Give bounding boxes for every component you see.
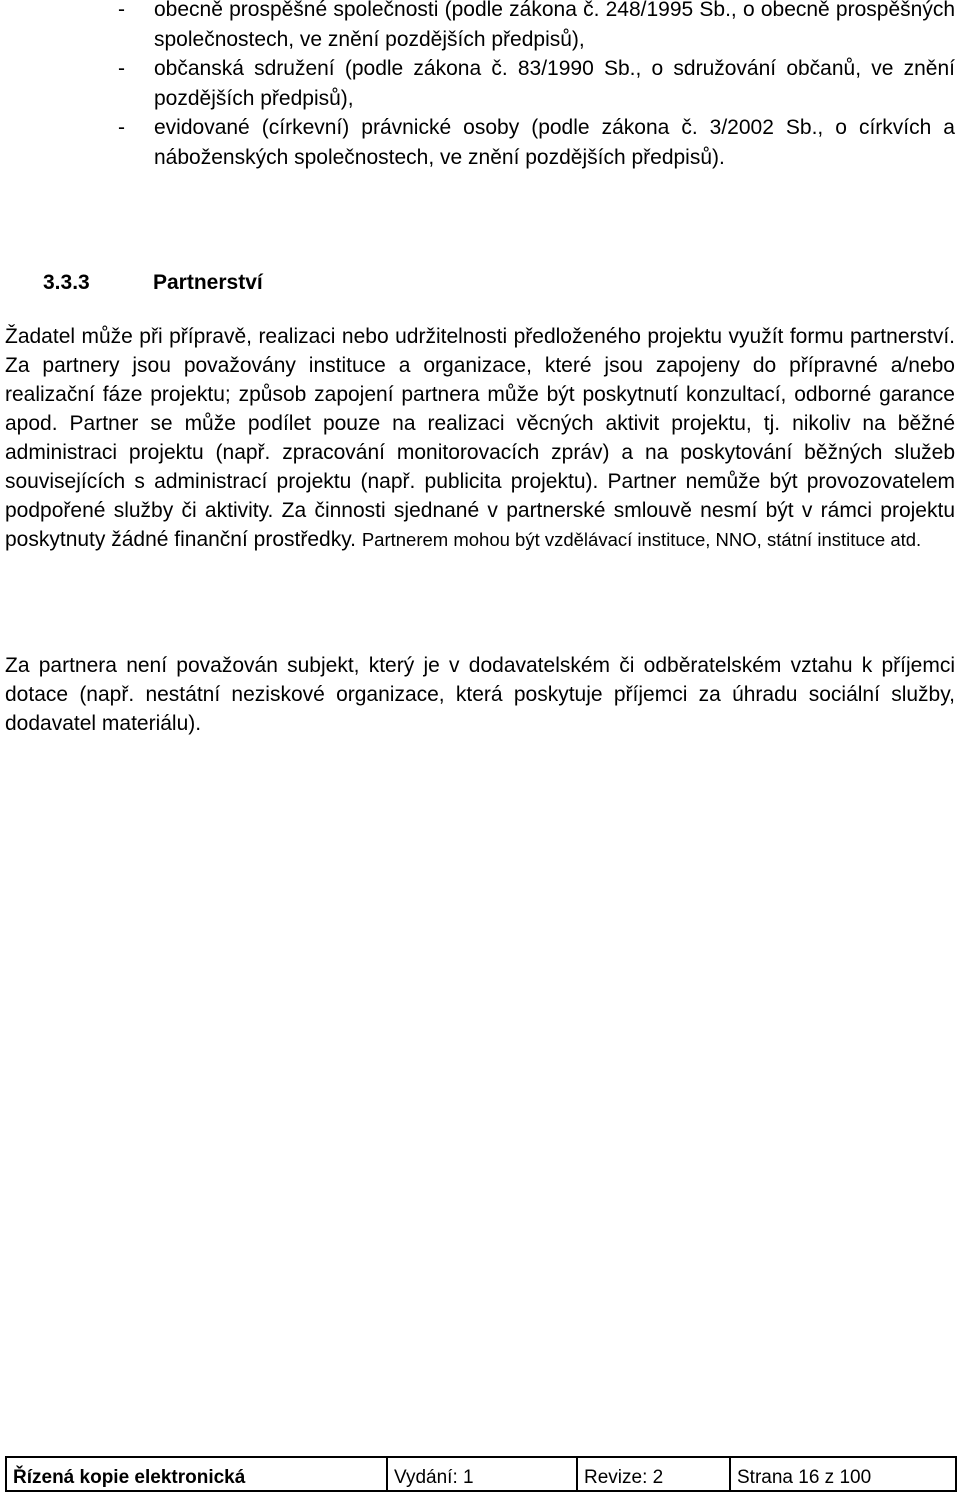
list-item (0, 113, 960, 172)
legal-forms-list (0, 0, 960, 172)
paragraph-not-partner: Za partnera není považován subjekt, který je v dodavatelském či odběratelském vztahu k příjemci dotace (např. nestátní neziskové organizace, která poskytuje příjemci za úhradu sociální služby, dodavatel materiálu). (5, 654, 955, 735)
document-footer (5, 1456, 957, 1492)
list-item-text: občanská sdružení (podle zákona č. 83/1990 Sb., o sdružování občanů, ve znění pozdějších předpisů), (154, 57, 955, 110)
list-dash: - (118, 57, 125, 80)
list-dash: - (118, 116, 125, 139)
paragraph-tail-text: Partnerem mohou být vzdělávací instituce, NNO, státní instituce atd. (361, 529, 922, 550)
paragraph-main-text: Žadatel může při přípravě, realizaci nebo udržitelnosti předloženého projektu využít formu partnerství. Za partnery jsou považovány instituce a organizace, které jsou zapojeny do přípravné a/nebo realizační fáze projektu; způsob zapojení partnera může být poskytnutí konzultací, odborné garance apod. Partner se může podílet pouze na realizaci věcných aktivit projektu, tj. nikoliv na běžné administraci projektu (např. zpracování monitorovacích zpráv) a na poskytování běžných služeb souvisejících s administrací projektu (např. publicita projektu). Partner nemůže být provozovatelem podpořené služby či aktivity. Za činnosti sjednané v partnerské smlouvě nesmí být v rámci projektu poskytnuty žádné finanční prostředky. (5, 325, 955, 551)
footer-revision: Revize: 2 (577, 1457, 730, 1491)
list-item (0, 0, 960, 54)
footer-copy-label: Řízená kopie elektronická (6, 1457, 387, 1491)
section-title: Partnerství (153, 271, 263, 294)
paragraph-partnership (5, 322, 955, 554)
footer-edition: Vydání: 1 (387, 1457, 577, 1491)
list-item-text: obecně prospěšné společnosti (podle zákona č. 248/1995 Sb., o obecně prospěšných společnostech, ve znění pozdějších předpisů), (154, 0, 955, 51)
section-number: 3.3.3 (43, 271, 90, 294)
list-dash: - (118, 0, 125, 21)
footer-page-number: Strana 16 z 100 (730, 1457, 956, 1491)
list-item-text: evidované (církevní) právnické osoby (podle zákona č. 3/2002 Sb., o církvích a náboženských společnostech, ve znění pozdějších předpisů). (154, 116, 955, 169)
list-item (0, 54, 960, 113)
section-heading (43, 268, 263, 297)
